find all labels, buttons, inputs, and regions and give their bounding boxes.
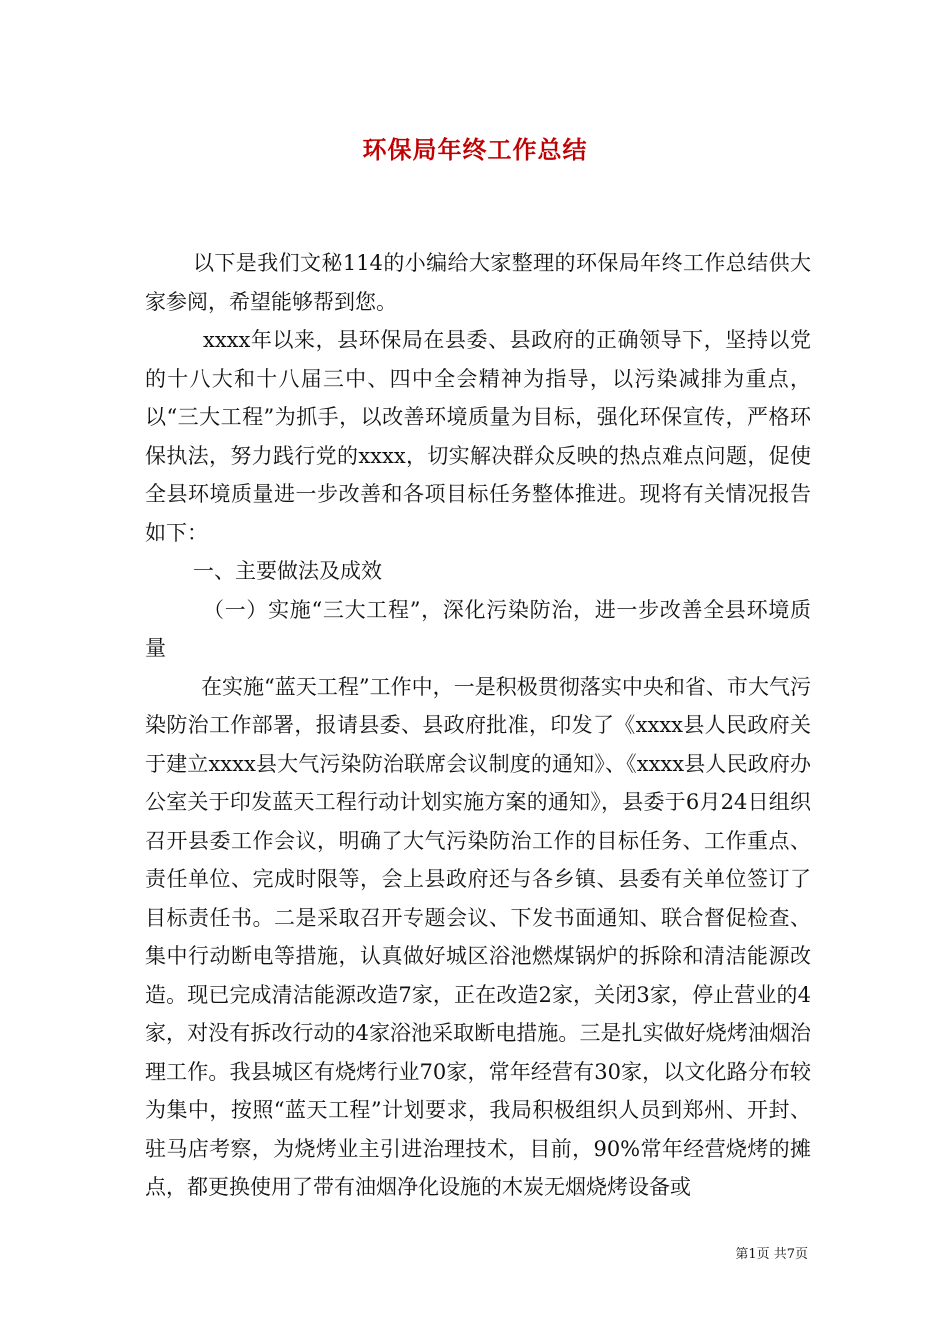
document-body bbox=[145, 244, 811, 1207]
page-number: 第1页 共7页 bbox=[735, 1247, 808, 1262]
subsection-heading: （一）实施“三大工程”，深化污染防治，进一步改善全县环境质量 bbox=[145, 597, 811, 660]
blue-sky-paragraph: 在实施“蓝天工程”工作中，一是积极贯彻落实中央和省、市大气污染防治工作部署，报请县委、县政府批准，印发了《xxxx县人民政府关于建立xxxx县大气污染防治联席会议制度的通知》、《xxxx县人民政府办公室关于印发蓝天工程行动计划实施方案的通知》，县委于6月24日组织召开县委工作会议，明确了大气污染防治工作的目标任务、工作重点、责任单位、完成时限等，会上县政府还与各乡镇、县委有关单位签订了目标责任书。二是采取召开专题会议、下发书面通知、联合督促检查、集中行动断电等措施，认真做好城区浴池燃煤锅炉的拆除和清洁能源改造。现已完成清洁能源改造7家，正在改造2家，关闭3家，停止营业的4家，对没有拆改行动的4家浴池采取断电措施。三是扎实做好烧烤油烟治理工作。我县城区有烧烤行业70家，常年经营有30家，以文化路分布较为集中，按照“蓝天工程”计划要求，我局积极组织人员到郑州、开封、驻马店考察，为烧烤业主引进治理技术，目前，90%常年经营烧烤的摊点，都更换使用了带有油烟净化设施的木炭无烟烧烤设备或 bbox=[145, 674, 811, 1199]
section-heading: 一、主要做法及成效 bbox=[193, 559, 382, 583]
summary-paragraph: xxxx年以来，县环保局在县委、县政府的正确领导下，坚持以党的十八大和十八届三中、四中全会精神为指导，以污染减排为重点，以“三大工程”为抓手，以改善环境质量为目标，强化环保宣传，严格环保执法，努力践行党的xxxx，切实解决群众反映的热点难点问题，促使全县环境质量进一步改善和各项目标任务整体推进。现将有关情况报告如下： bbox=[145, 328, 811, 545]
document-title: 环保局年终工作总结 bbox=[362, 135, 588, 164]
intro-paragraph: 以下是我们文秘114的小编给大家整理的环保局年终工作总结供大家参阅，希望能够帮到您。 bbox=[145, 251, 811, 314]
